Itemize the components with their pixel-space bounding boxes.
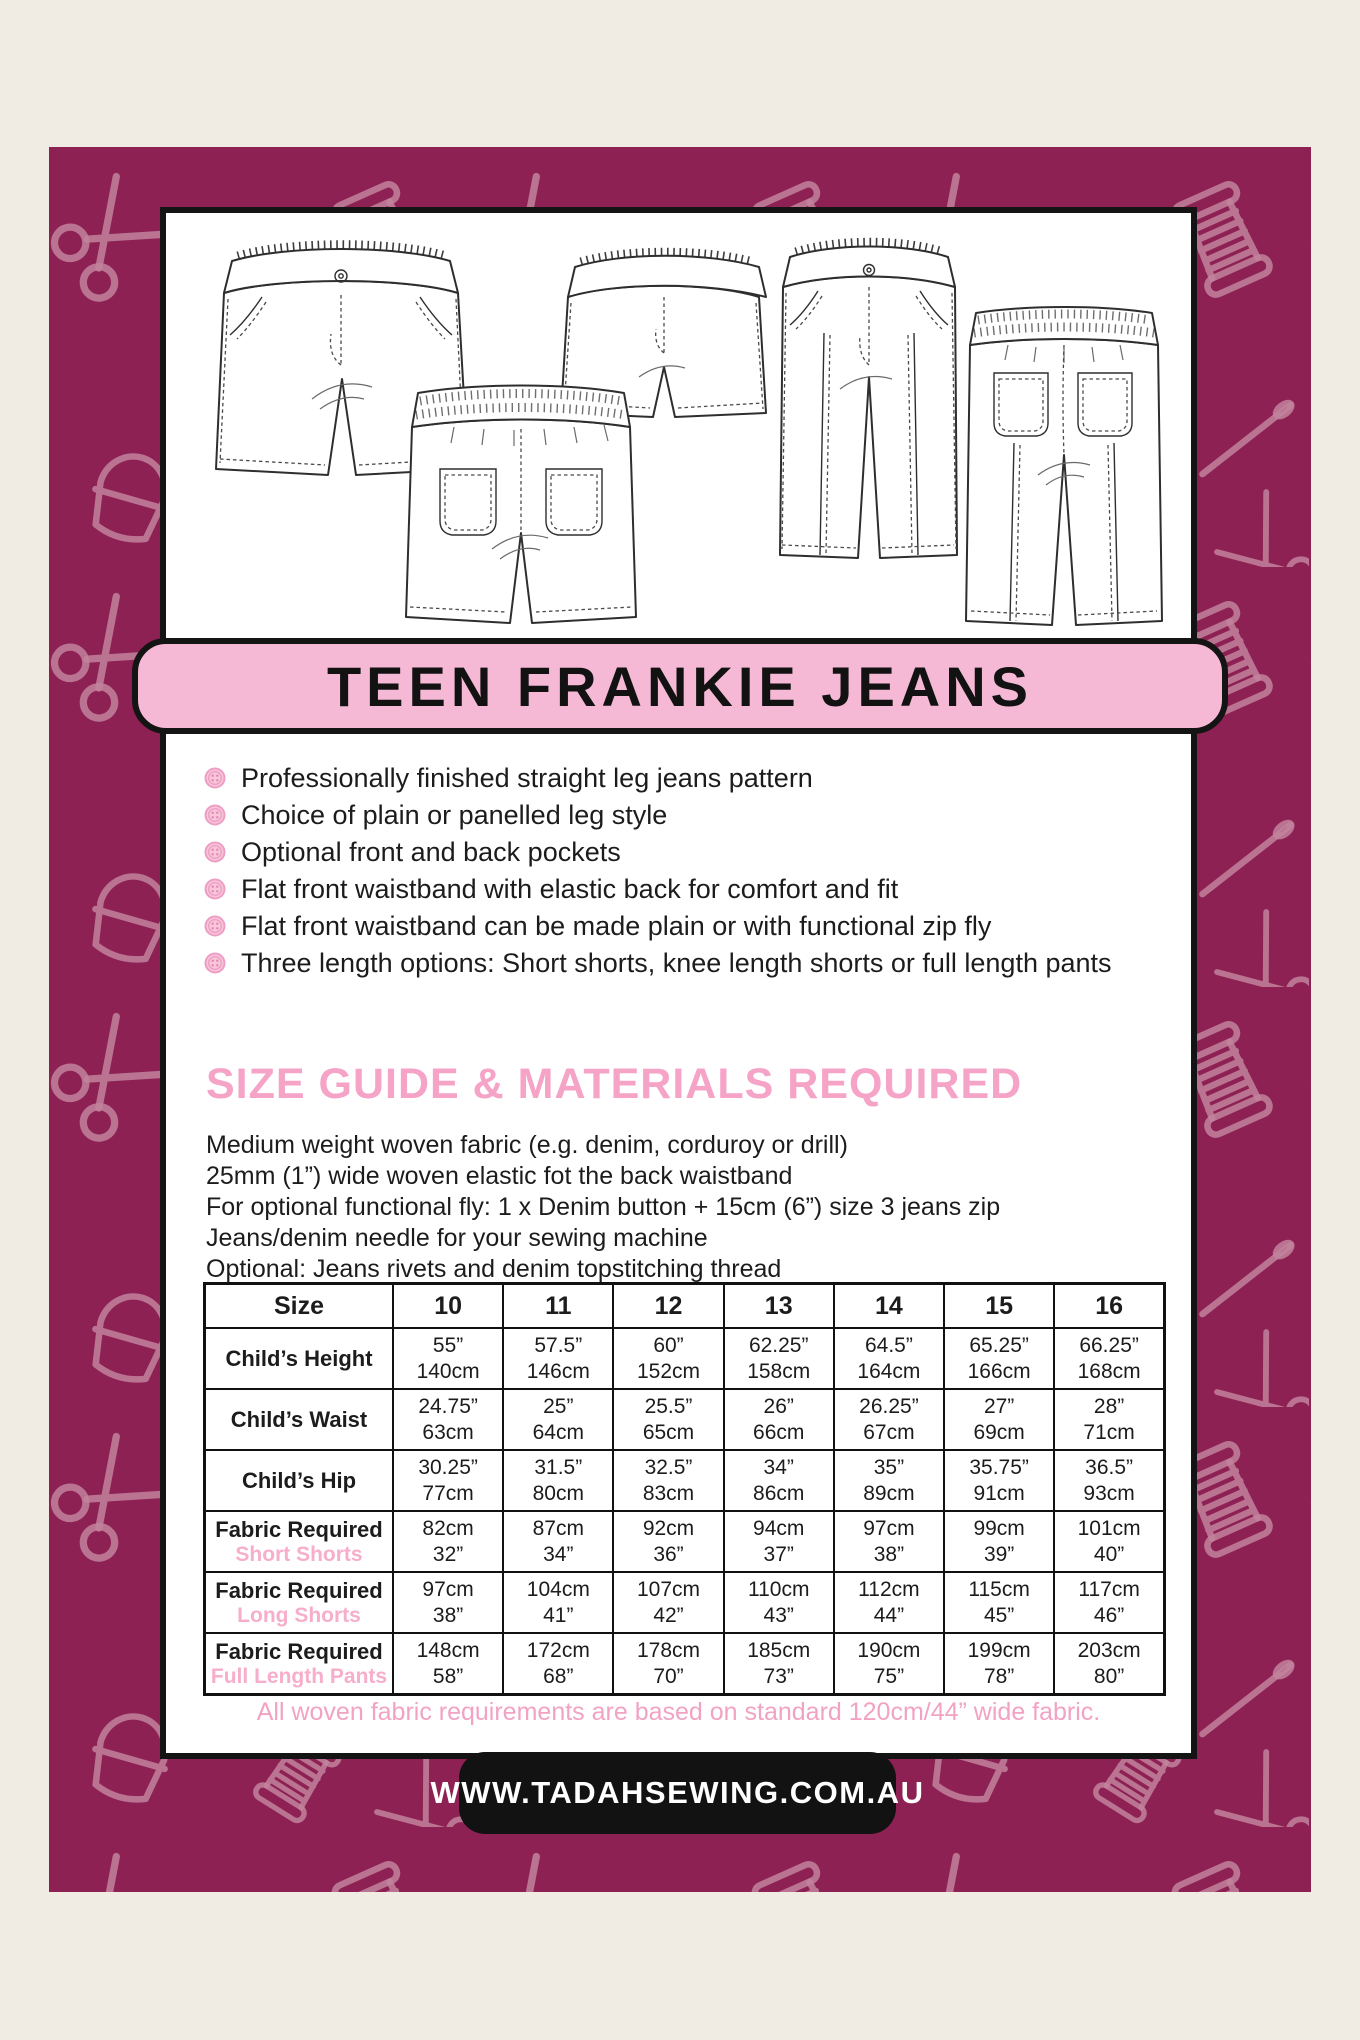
row-label: Fabric Required Short Shorts bbox=[205, 1511, 394, 1572]
size-value-cell: 148cm 58” bbox=[393, 1633, 503, 1695]
row-sublabel: Full Length Pants bbox=[210, 1664, 388, 1688]
size-column-header: 14 bbox=[834, 1284, 944, 1329]
size-value-cell: 27” 69cm bbox=[944, 1389, 1054, 1450]
size-column-header: 10 bbox=[393, 1284, 503, 1329]
size-value-cell: 31.5” 80cm bbox=[503, 1450, 613, 1511]
size-value-cell: 36.5” 93cm bbox=[1054, 1450, 1164, 1511]
size-value-cell: 30.25” 77cm bbox=[393, 1450, 503, 1511]
material-line: For optional functional fly: 1 x Denim button + 15cm (6”) size 3 jeans zip bbox=[206, 1193, 1001, 1221]
size-value-cell: 24.75” 63cm bbox=[393, 1389, 503, 1450]
material-line: Medium weight woven fabric (e.g. denim, corduroy or drill) bbox=[206, 1131, 848, 1159]
size-value-cell: 62.25” 158cm bbox=[724, 1328, 834, 1389]
pants-front-drawing bbox=[780, 243, 957, 558]
button-bullet-icon bbox=[204, 878, 226, 900]
feature-text: Flat front waistband with elastic back for comfort and fit bbox=[241, 874, 899, 904]
feature-item bbox=[204, 871, 1112, 908]
size-value-cell: 110cm 43” bbox=[724, 1572, 834, 1633]
button-bullet-icon bbox=[204, 804, 226, 826]
feature-text: Optional front and back pockets bbox=[241, 837, 621, 867]
size-value-cell: 64.5” 164cm bbox=[834, 1328, 944, 1389]
info-panel bbox=[160, 704, 1197, 1759]
size-column-header: Size bbox=[205, 1284, 394, 1329]
fabric-note: All woven fabric requirements are based on standard 120cm/44” wide fabric. bbox=[256, 1698, 1101, 1726]
feature-item bbox=[204, 945, 1112, 982]
pattern-title: TEEN FRANKIE JEANS bbox=[326, 654, 1034, 718]
size-value-cell: 87cm 34” bbox=[503, 1511, 613, 1572]
size-value-cell: 99cm 39” bbox=[944, 1511, 1054, 1572]
table-row bbox=[205, 1450, 1165, 1511]
button-bullet-icon bbox=[204, 952, 226, 974]
size-value-cell: 28” 71cm bbox=[1054, 1389, 1164, 1450]
feature-item bbox=[204, 908, 1112, 945]
website-banner bbox=[430, 1752, 925, 1834]
size-column-header: 15 bbox=[944, 1284, 1054, 1329]
size-value-cell: 104cm 41” bbox=[503, 1572, 613, 1633]
table-row bbox=[205, 1633, 1165, 1695]
feature-text: Flat front waistband can be made plain or with functional zip fly bbox=[241, 911, 992, 941]
row-label: Child’s Height bbox=[205, 1328, 394, 1389]
size-table-body bbox=[205, 1328, 1165, 1695]
material-line: Jeans/denim needle for your sewing machine bbox=[206, 1224, 708, 1252]
knee-shorts-back-drawing bbox=[406, 386, 636, 624]
row-sublabel: Short Shorts bbox=[235, 1542, 363, 1566]
size-guide-heading: SIZE GUIDE & MATERIALS REQUIRED bbox=[206, 1060, 1023, 1108]
size-value-cell: 112cm 44” bbox=[834, 1572, 944, 1633]
size-value-cell: 32.5” 83cm bbox=[613, 1450, 723, 1511]
size-value-cell: 178cm 70” bbox=[613, 1633, 723, 1695]
feature-text: Professionally finished straight leg jeans pattern bbox=[241, 763, 813, 793]
size-value-cell: 65.25” 166cm bbox=[944, 1328, 1054, 1389]
website-url: WWW.TADAHSEWING.COM.AU bbox=[430, 1775, 925, 1810]
table-row bbox=[205, 1389, 1165, 1450]
size-value-cell: 190cm 75” bbox=[834, 1633, 944, 1695]
feature-item bbox=[204, 797, 1112, 834]
size-value-cell: 35.75” 91cm bbox=[944, 1450, 1054, 1511]
garment-technical-drawings bbox=[166, 213, 1191, 638]
size-column-header: 16 bbox=[1054, 1284, 1164, 1329]
size-value-cell: 117cm 46” bbox=[1054, 1572, 1164, 1633]
size-value-cell: 94cm 37” bbox=[724, 1511, 834, 1572]
size-value-cell: 34” 86cm bbox=[724, 1450, 834, 1511]
size-value-cell: 55” 140cm bbox=[393, 1328, 503, 1389]
material-line: Optional: Jeans rivets and denim topstitching thread bbox=[206, 1255, 782, 1283]
size-value-cell: 97cm 38” bbox=[834, 1511, 944, 1572]
feature-list bbox=[204, 760, 1112, 982]
size-column-header: 12 bbox=[613, 1284, 723, 1329]
size-value-cell: 26.25” 67cm bbox=[834, 1389, 944, 1450]
pants-back-drawing bbox=[966, 307, 1162, 625]
size-table-head bbox=[205, 1284, 1165, 1329]
size-value-cell: 25.5” 65cm bbox=[613, 1389, 723, 1450]
table-row bbox=[205, 1572, 1165, 1633]
size-value-cell: 60” 152cm bbox=[613, 1328, 723, 1389]
size-value-cell: 199cm 78” bbox=[944, 1633, 1054, 1695]
size-value-cell: 115cm 45” bbox=[944, 1572, 1054, 1633]
row-label: Child’s Hip bbox=[205, 1450, 394, 1511]
size-value-cell: 97cm 38” bbox=[393, 1572, 503, 1633]
size-value-cell: 26” 66cm bbox=[724, 1389, 834, 1450]
size-value-cell: 25” 64cm bbox=[503, 1389, 613, 1450]
row-sublabel: Long Shorts bbox=[237, 1603, 361, 1627]
feature-item bbox=[204, 834, 1112, 871]
button-bullet-icon bbox=[204, 915, 226, 937]
size-value-cell: 203cm 80” bbox=[1054, 1633, 1164, 1695]
table-row bbox=[205, 1328, 1165, 1389]
material-line: 25mm (1”) wide woven elastic fot the back waistband bbox=[206, 1162, 793, 1190]
table-row bbox=[205, 1511, 1165, 1572]
row-label: Fabric Required Long Shorts bbox=[205, 1572, 394, 1633]
feature-text: Three length options: Short shorts, knee length shorts or full length pants bbox=[241, 948, 1112, 978]
technical-drawings-panel bbox=[160, 207, 1197, 644]
size-value-cell: 101cm 40” bbox=[1054, 1511, 1164, 1572]
size-column-header: 11 bbox=[503, 1284, 613, 1329]
size-value-cell: 57.5” 146cm bbox=[503, 1328, 613, 1389]
size-table bbox=[203, 1282, 1166, 1696]
size-value-cell: 172cm 68” bbox=[503, 1633, 613, 1695]
size-column-header: 13 bbox=[724, 1284, 834, 1329]
materials-list bbox=[206, 1130, 1000, 1285]
size-value-cell: 82cm 32” bbox=[393, 1511, 503, 1572]
button-bullet-icon bbox=[204, 841, 226, 863]
size-value-cell: 107cm 42” bbox=[613, 1572, 723, 1633]
size-value-cell: 92cm 36” bbox=[613, 1511, 723, 1572]
size-value-cell: 35” 89cm bbox=[834, 1450, 944, 1511]
feature-item bbox=[204, 760, 1112, 797]
size-value-cell: 185cm 73” bbox=[724, 1633, 834, 1695]
row-label: Child’s Waist bbox=[205, 1389, 394, 1450]
title-banner bbox=[132, 638, 1228, 734]
button-bullet-icon bbox=[204, 767, 226, 789]
size-value-cell: 66.25” 168cm bbox=[1054, 1328, 1164, 1389]
feature-text: Choice of plain or panelled leg style bbox=[241, 800, 668, 830]
row-label: Fabric Required Full Length Pants bbox=[205, 1633, 394, 1695]
